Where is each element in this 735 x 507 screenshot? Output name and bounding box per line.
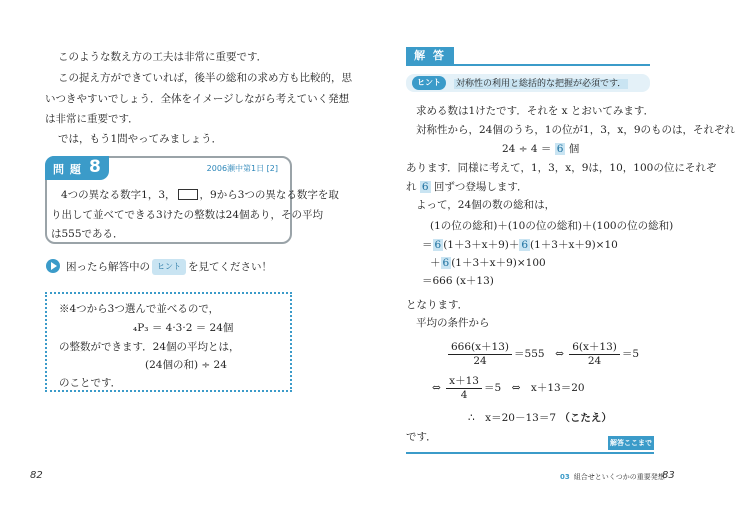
answer-rule: [406, 64, 650, 66]
problem-box: [45, 156, 339, 244]
note-formula: ₄P₃ ＝ 4·3·2 ＝ 24個: [133, 322, 234, 334]
problem-label: 問 題: [53, 163, 82, 176]
fraction: $\frac{666(x+13)}{24}$: [448, 341, 512, 368]
note-line-4: のことです．: [59, 377, 122, 389]
equation-2: ⇔ $\frac{x+13}{4}$ ＝5 ⇔ x＋13＝20: [432, 374, 585, 401]
problem-line-1: 4つの異なる数字1，3， ，9から3つの異なる数字を取: [61, 189, 339, 201]
problem-source: 2006瀬中第1日 [2]: [206, 164, 278, 173]
left-page: [0, 0, 350, 507]
sum-line-3: ＝666 (x＋13): [422, 275, 494, 287]
intro-line-5: では，もう1問やってみましょう．: [58, 133, 223, 145]
intro-line-3: いつきやすいでしょう．全体をイメージしながら考えていく発想: [45, 93, 350, 105]
body-p7: 平均の条件から: [416, 317, 490, 329]
answer-blank: [178, 189, 198, 200]
problem-line-3: は555である．: [51, 228, 124, 240]
note-line-2: の整数ができます．24個の平均とは，: [59, 341, 240, 353]
fraction: $\frac{x+13}{4}$: [446, 375, 482, 402]
equation-1: $\frac{666(x+13)}{24}$ ＝555 ⇔ $\frac{6(x+13)}{24}$ ＝5: [446, 340, 639, 368]
highlight-6: 6: [421, 181, 429, 193]
conclusion: ∴ x＝20－13＝7 （こたえ）: [468, 412, 612, 424]
body-p8: です．: [406, 431, 437, 443]
hint-label: ヒント: [412, 76, 446, 90]
body-p1: 求める数は1けたです．それを x とおいてみます．: [416, 105, 655, 117]
fraction: $\frac{6(x+13)}{24}$: [569, 341, 620, 368]
body-p4: れ 6 回ずつ登場します．: [406, 181, 528, 193]
answer-tag: 解 答: [406, 47, 454, 65]
arrow-icon: [46, 259, 60, 273]
answer-marker: （こたえ）: [559, 412, 612, 424]
hint-text: 対称性の利用と総括的な把握が必須です．: [456, 79, 627, 89]
hint-row: [406, 74, 650, 92]
sum-line-1: ＝ 6 (1＋3＋x＋9)＋ 6 (1＋3＋x＋9)×10: [422, 239, 618, 251]
hint-pill: ヒント: [152, 259, 186, 275]
answer-end-tag: 解答ここまで: [608, 436, 654, 450]
body-p5: よって，24個の数の総和は，: [416, 199, 556, 211]
note-line-1: ※4つから3つ選んで並べるので，: [59, 303, 220, 315]
hint-prompt: 困ったら解答中の ヒント を見てください！: [66, 261, 272, 273]
highlight-6: 6: [556, 143, 564, 155]
note-box: [45, 292, 292, 392]
problem-number: 8: [89, 157, 101, 177]
running-footer: [560, 472, 665, 482]
sum-line-2: ＋ 6 (1＋3＋x＋9)×100: [430, 257, 546, 269]
intro-line-4: は非常に重要です．: [45, 113, 139, 125]
problem-tag: [45, 156, 109, 180]
intro-line-2: この捉え方ができていれば，後半の総和の求め方も比較的，思: [58, 72, 352, 84]
answer-end-rule: [406, 452, 654, 454]
problem-line-2: り出して並べてできる3けたの整数は24個あり，その平均: [51, 209, 324, 221]
intro-line-1: このような数え方の工夫は非常に重要です．: [58, 51, 268, 63]
right-page: [350, 0, 735, 507]
page-number-left: 82: [30, 470, 43, 481]
note-line-3: (24個の和) ÷ 24: [145, 359, 227, 371]
chapter-number: 03: [560, 473, 570, 481]
body-p2: 対称性から，24個のうち，1の位が1，3，x，9のものは，それぞれ: [416, 124, 735, 136]
body-p3: あります．同様に考えて，1，3，x，9は，10，100の位にそれぞ: [406, 162, 717, 174]
body-p6: となります．: [406, 299, 469, 311]
chapter-title: 組合せといくつかの重要発想: [573, 473, 665, 481]
sum-line-0: (1の位の総和)＋(10の位の総和)＋(100の位の総和): [430, 220, 674, 232]
eq-24-div-4: 24 ÷ 4 ＝ 6 個: [502, 143, 580, 155]
page-number-right: 83: [662, 470, 675, 481]
